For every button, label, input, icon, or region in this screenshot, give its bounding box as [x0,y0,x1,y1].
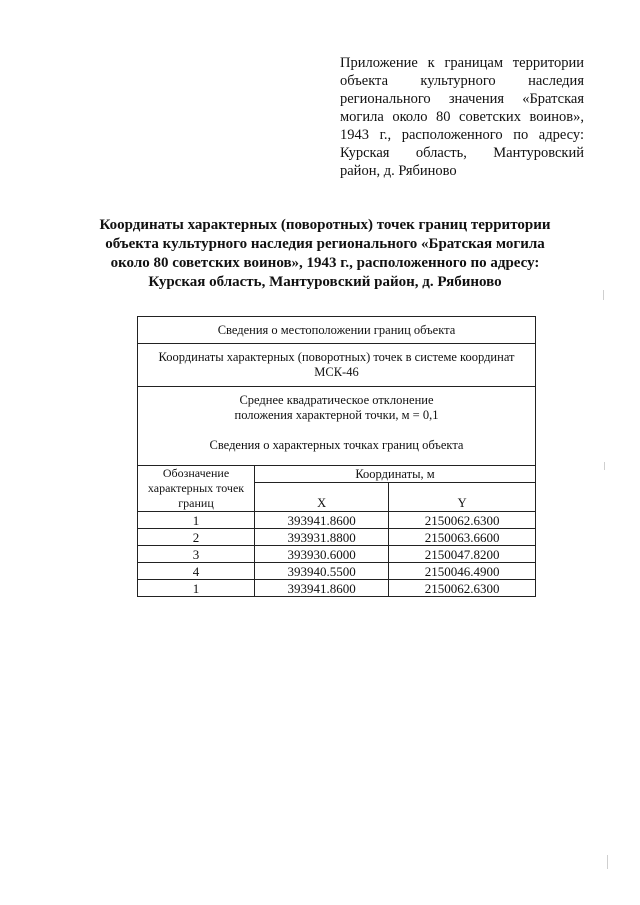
appendix-line: Приложение к границам территории [340,55,584,71]
coordinates-table [137,316,536,597]
appendix-line: 1943 г., расположенного по адресу: [340,127,584,143]
appendix-line: объекта культурного наследия [340,73,584,89]
cell-x: 393931.8800 [255,529,389,546]
appendix-line: Курская область, Мантуровский [340,145,584,161]
cell-point: 4 [138,563,255,580]
cell-point: 2 [138,529,255,546]
table-row [138,563,536,580]
table-row [138,529,536,546]
header-accuracy [138,387,536,466]
cell-x: 393941.8600 [255,512,389,529]
header-system-line: МСК-46 [314,365,359,379]
title-line: Координаты характерных (поворотных) точек границ территории [99,217,551,233]
scan-mark [604,462,605,470]
appendix-line: регионального значения «Братская [340,91,584,107]
cell-y: 2150047.8200 [389,546,536,563]
appendix-note [340,54,584,180]
designation-line: границ [178,496,214,510]
title-line: объекта культурного наследия регионального «Братская могила [105,236,545,252]
cell-y: 2150062.6300 [389,512,536,529]
cell-y: 2150063.6600 [389,529,536,546]
header-error-line: положения характерной точки, м = 0,1 [234,408,439,422]
cell-x: 393940.5500 [255,563,389,580]
column-coordinates: Координаты, м [255,466,536,483]
scan-mark [603,290,604,300]
table-row [138,580,536,597]
cell-y: 2150046.4900 [389,563,536,580]
cell-point: 1 [138,580,255,597]
table-row [138,512,536,529]
scan-mark [607,855,608,869]
appendix-line: район, д. Рябиново [340,163,457,179]
header-error-line: Среднее квадратическое отклонение [239,393,434,407]
document-title [90,216,560,292]
header-location: Сведения о местоположении границ объекта [138,317,536,344]
title-line: около 80 советских воинов», 1943 г., расположенного по адресу: [110,255,540,271]
column-x: X [255,483,389,512]
header-system-line: Координаты характерных (поворотных) точек в системе координат [158,350,515,364]
cell-x: 393941.8600 [255,580,389,597]
header-points: Сведения о характерных точках границ объекта [209,438,464,452]
column-y: Y [389,483,536,512]
designation-line: характерных точек [147,481,245,495]
cell-x: 393930.6000 [255,546,389,563]
column-designation [138,466,255,512]
cell-point: 1 [138,512,255,529]
table-row [138,546,536,563]
cell-y: 2150062.6300 [389,580,536,597]
title-line: Курская область, Мантуровский район, д. Рябиново [148,274,502,290]
header-coordinate-system [138,344,536,387]
cell-point: 3 [138,546,255,563]
designation-line: Обозначение [162,466,230,480]
appendix-line: могила около 80 советских воинов», [340,109,584,125]
